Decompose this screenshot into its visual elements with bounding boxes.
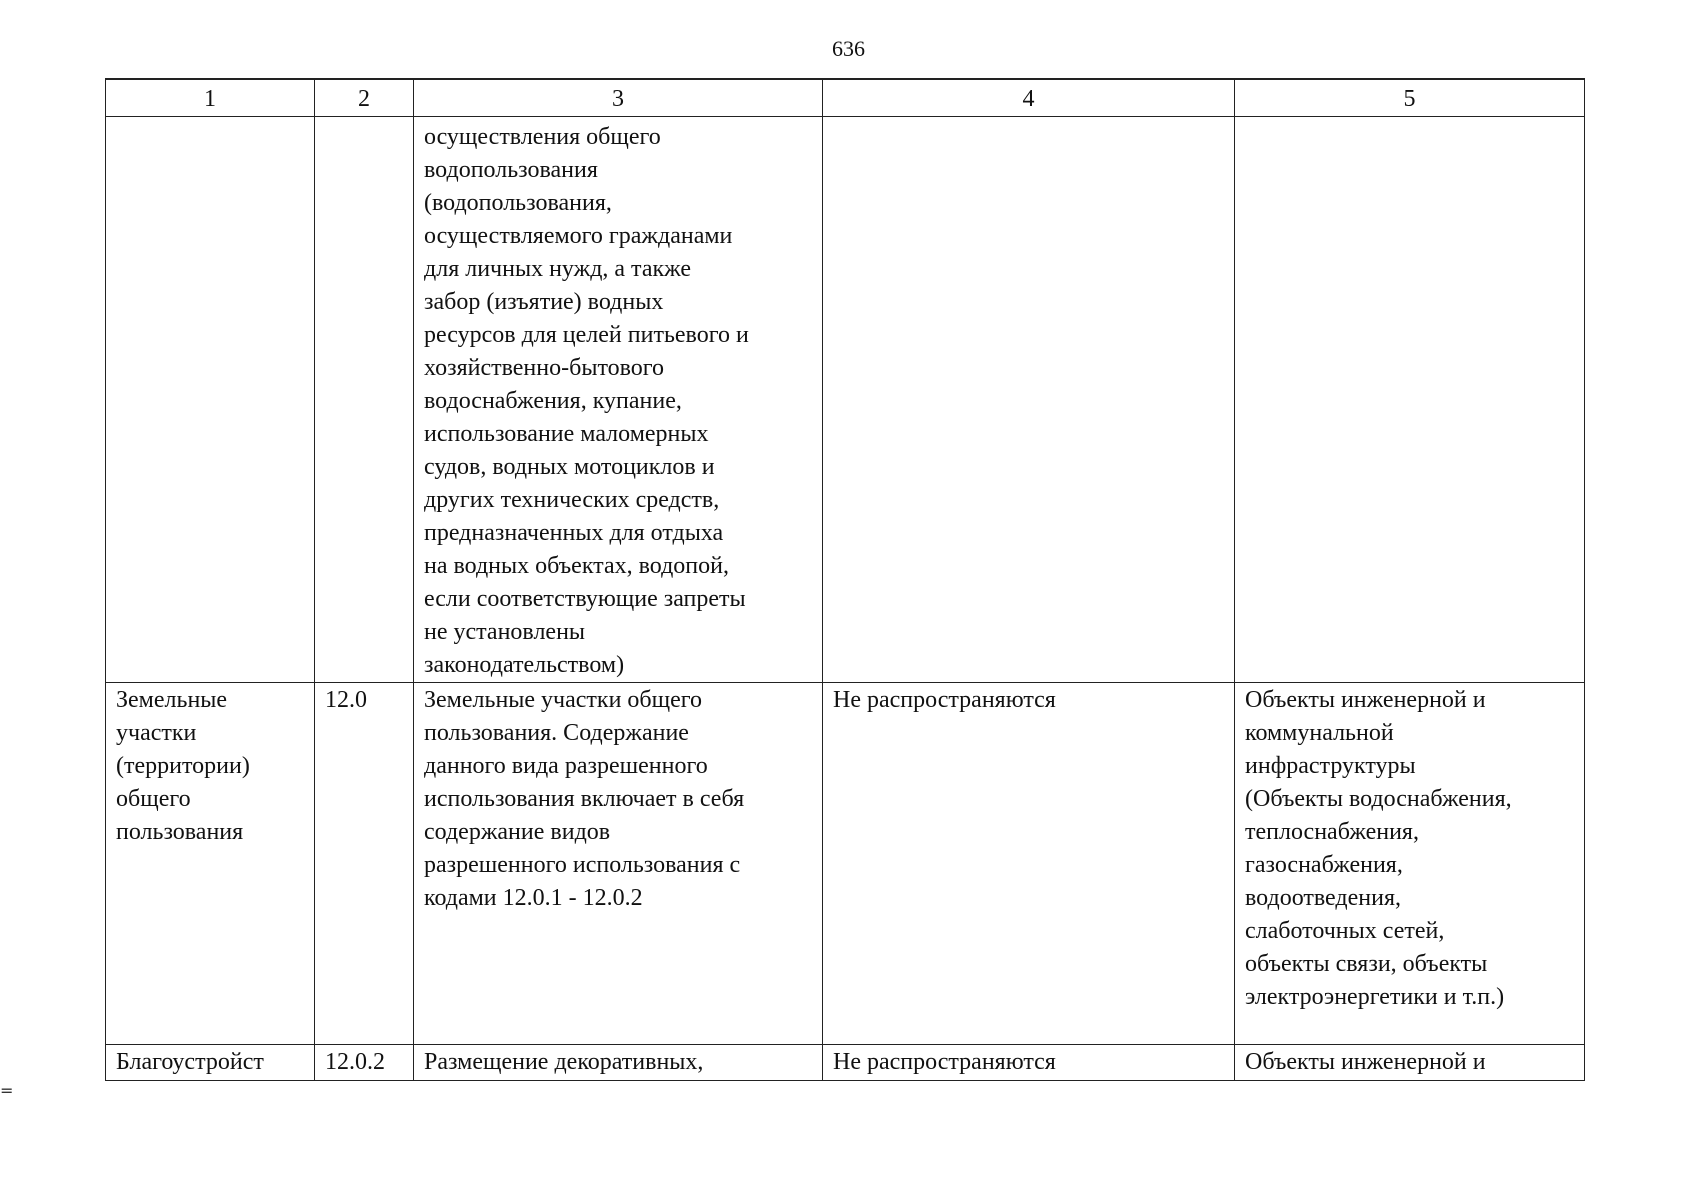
restrictions-cell: Не распространяются bbox=[823, 683, 1235, 1045]
description-cell: Размещение декоративных, bbox=[414, 1045, 823, 1081]
header-cell-1: 1 bbox=[106, 79, 315, 117]
header-cell-2: 2 bbox=[315, 79, 414, 117]
land-use-table bbox=[105, 78, 1585, 1081]
land-use-name-cell: Благоустройст bbox=[106, 1045, 315, 1081]
land-use-name-cell bbox=[106, 117, 315, 683]
header-cell-3: 3 bbox=[414, 79, 823, 117]
table-header-row bbox=[106, 79, 1585, 117]
table-row bbox=[106, 117, 1585, 683]
restrictions-cell bbox=[823, 117, 1235, 683]
auxiliary-uses-cell: Объекты инженерной и bbox=[1235, 1045, 1585, 1081]
description-cell: Земельные участки общего пользования. Содержание данного вида разрешенного использования включает в себя содержание видов разрешенного использования с кодами 12.0.1 - 12.0.2 bbox=[414, 683, 823, 1045]
header-cell-4: 4 bbox=[823, 79, 1235, 117]
auxiliary-uses-cell: Объекты инженерной и коммунальной инфраструктуры (Объекты водоснабжения, теплоснабжения, газоснабжения, водоотведения, слаботочных сетей, объекты связи, объекты электроэнергетики и т.п.) bbox=[1235, 683, 1585, 1045]
page-number: 636 bbox=[832, 36, 865, 61]
code-cell bbox=[315, 117, 414, 683]
restrictions-cell: Не распространяются bbox=[823, 1045, 1235, 1081]
header-cell-5: 5 bbox=[1235, 79, 1585, 117]
land-use-name-cell: Земельные участки (территории) общего пользования bbox=[106, 683, 315, 1045]
code-cell: 12.0.2 bbox=[315, 1045, 414, 1081]
table-row bbox=[106, 1045, 1585, 1081]
auxiliary-uses-cell bbox=[1235, 117, 1585, 683]
description-cell: осуществления общего водопользования (водопользования, осуществляемого гражданами для личных нужд, а также забор (изъятие) водных ресурсов для целей питьевого и хозяйственно-бытового водоснабжения, купание, использование маломерных судов, водных мотоциклов и других технических средств, предназначенных для отдыха на водных объектах, водопой, если соответствующие запреты не установлены законодательством) bbox=[414, 117, 823, 683]
margin-mark: = bbox=[0, 1081, 14, 1100]
table-row bbox=[106, 683, 1585, 1045]
code-cell: 12.0 bbox=[315, 683, 414, 1045]
